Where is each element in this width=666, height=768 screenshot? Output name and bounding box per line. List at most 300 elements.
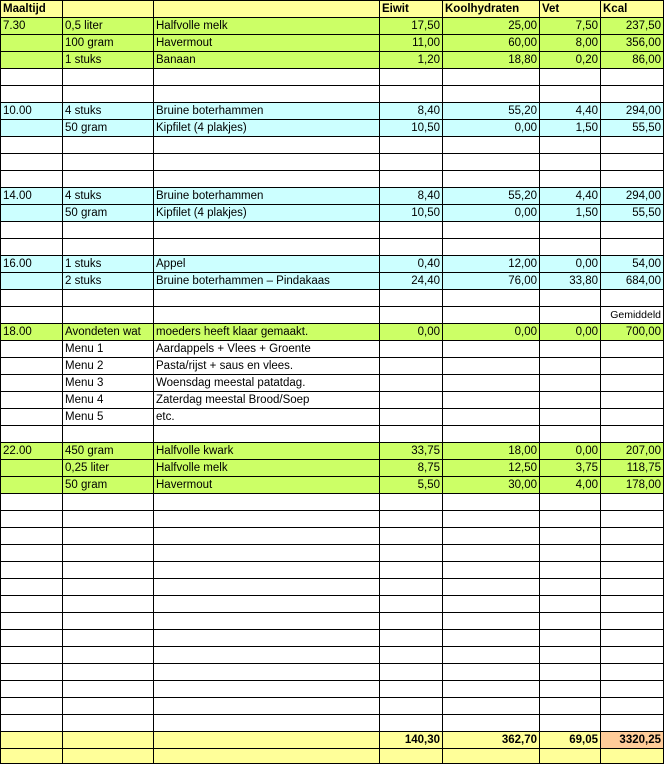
amount-cell[interactable] <box>63 562 154 579</box>
vet-cell[interactable] <box>540 664 601 681</box>
maaltijd-cell[interactable] <box>1 579 63 596</box>
product-cell[interactable] <box>154 69 380 86</box>
product-cell[interactable] <box>154 171 380 188</box>
koolhydraten-cell[interactable] <box>443 647 540 664</box>
product-cell[interactable]: Zaterdag meestal Brood/Soep <box>154 392 380 409</box>
eiwit-cell[interactable] <box>380 681 443 698</box>
amount-cell[interactable] <box>63 69 154 86</box>
maaltijd-cell[interactable] <box>1 477 63 494</box>
vet-cell[interactable] <box>540 290 601 307</box>
product-cell[interactable]: Aardappels + Vlees + Groente <box>154 341 380 358</box>
amount-cell[interactable]: Menu 3 <box>63 375 154 392</box>
koolhydraten-cell[interactable]: 0,00 <box>443 205 540 222</box>
vet-cell[interactable] <box>540 375 601 392</box>
maaltijd-cell[interactable]: 14.00 <box>1 188 63 205</box>
kcal-cell[interactable] <box>601 698 664 715</box>
product-cell[interactable] <box>154 664 380 681</box>
koolhydraten-cell[interactable] <box>443 664 540 681</box>
koolhydraten-cell[interactable] <box>443 239 540 256</box>
koolhydraten-cell[interactable]: 0,00 <box>443 120 540 137</box>
koolhydraten-cell[interactable] <box>443 392 540 409</box>
maaltijd-cell[interactable] <box>1 171 63 188</box>
koolhydraten-cell[interactable] <box>443 698 540 715</box>
amount-cell[interactable] <box>63 647 154 664</box>
maaltijd-cell[interactable] <box>1 715 63 732</box>
kcal-cell[interactable] <box>601 528 664 545</box>
maaltijd-cell[interactable] <box>1 307 63 324</box>
kcal-cell[interactable] <box>601 392 664 409</box>
koolhydraten-cell[interactable] <box>443 222 540 239</box>
product-cell[interactable]: Halfvolle melk <box>154 460 380 477</box>
kcal-cell[interactable]: 54,00 <box>601 256 664 273</box>
product-cell[interactable]: Havermout <box>154 477 380 494</box>
product-cell[interactable]: Bruine boterhammen <box>154 188 380 205</box>
product-cell[interactable] <box>154 545 380 562</box>
amount-cell[interactable] <box>63 579 154 596</box>
vet-cell[interactable] <box>540 494 601 511</box>
eiwit-cell[interactable] <box>380 239 443 256</box>
product-cell[interactable]: Halfvolle kwark <box>154 443 380 460</box>
eiwit-cell[interactable]: 140,30 <box>380 732 443 749</box>
product-cell[interactable] <box>154 715 380 732</box>
kcal-cell[interactable] <box>601 290 664 307</box>
eiwit-cell[interactable]: 8,75 <box>380 460 443 477</box>
kcal-cell[interactable] <box>601 86 664 103</box>
koolhydraten-cell[interactable] <box>443 426 540 443</box>
maaltijd-cell[interactable]: 18.00 <box>1 324 63 341</box>
eiwit-cell[interactable] <box>380 494 443 511</box>
product-cell[interactable] <box>154 732 380 749</box>
kcal-cell[interactable]: 178,00 <box>601 477 664 494</box>
vet-cell[interactable]: 1,50 <box>540 205 601 222</box>
product-cell[interactable]: Halfvolle melk <box>154 18 380 35</box>
maaltijd-cell[interactable]: 22.00 <box>1 443 63 460</box>
vet-cell[interactable] <box>540 341 601 358</box>
maaltijd-cell[interactable] <box>1 409 63 426</box>
maaltijd-cell[interactable] <box>1 205 63 222</box>
header-eiwit[interactable]: Eiwit <box>380 1 443 18</box>
kcal-cell[interactable] <box>601 562 664 579</box>
amount-cell[interactable]: Menu 2 <box>63 358 154 375</box>
eiwit-cell[interactable] <box>380 307 443 324</box>
kcal-cell[interactable]: 207,00 <box>601 443 664 460</box>
kcal-cell[interactable]: 356,00 <box>601 35 664 52</box>
kcal-cell[interactable] <box>601 375 664 392</box>
product-cell[interactable] <box>154 647 380 664</box>
eiwit-cell[interactable] <box>380 137 443 154</box>
product-cell[interactable] <box>154 749 380 764</box>
eiwit-cell[interactable]: 24,40 <box>380 273 443 290</box>
maaltijd-cell[interactable] <box>1 358 63 375</box>
kcal-cell[interactable] <box>601 715 664 732</box>
vet-cell[interactable] <box>540 392 601 409</box>
product-cell[interactable] <box>154 579 380 596</box>
vet-cell[interactable] <box>540 630 601 647</box>
amount-cell[interactable] <box>63 511 154 528</box>
kcal-cell[interactable]: 118,75 <box>601 460 664 477</box>
amount-cell[interactable] <box>63 698 154 715</box>
kcal-cell[interactable] <box>601 494 664 511</box>
amount-cell[interactable] <box>63 732 154 749</box>
koolhydraten-cell[interactable] <box>443 545 540 562</box>
eiwit-cell[interactable] <box>380 154 443 171</box>
kcal-cell[interactable] <box>601 409 664 426</box>
amount-cell[interactable]: 100 gram <box>63 35 154 52</box>
maaltijd-cell[interactable] <box>1 341 63 358</box>
vet-cell[interactable]: 33,80 <box>540 273 601 290</box>
product-cell[interactable]: Bruine boterhammen <box>154 103 380 120</box>
amount-cell[interactable]: 0,5 liter <box>63 18 154 35</box>
koolhydraten-cell[interactable] <box>443 613 540 630</box>
kcal-cell[interactable]: 684,00 <box>601 273 664 290</box>
vet-cell[interactable] <box>540 171 601 188</box>
koolhydraten-cell[interactable] <box>443 341 540 358</box>
eiwit-cell[interactable] <box>380 392 443 409</box>
vet-cell[interactable] <box>540 511 601 528</box>
amount-cell[interactable]: 50 gram <box>63 205 154 222</box>
vet-cell[interactable]: 3,75 <box>540 460 601 477</box>
vet-cell[interactable] <box>540 647 601 664</box>
maaltijd-cell[interactable] <box>1 732 63 749</box>
koolhydraten-cell[interactable]: 18,80 <box>443 52 540 69</box>
product-cell[interactable]: Woensdag meestal patatdag. <box>154 375 380 392</box>
eiwit-cell[interactable]: 10,50 <box>380 205 443 222</box>
amount-cell[interactable] <box>63 528 154 545</box>
amount-cell[interactable]: 50 gram <box>63 120 154 137</box>
amount-cell[interactable] <box>63 545 154 562</box>
eiwit-cell[interactable] <box>380 613 443 630</box>
vet-cell[interactable] <box>540 681 601 698</box>
maaltijd-cell[interactable] <box>1 494 63 511</box>
maaltijd-cell[interactable] <box>1 664 63 681</box>
amount-cell[interactable]: 0,25 liter <box>63 460 154 477</box>
amount-cell[interactable] <box>63 171 154 188</box>
maaltijd-cell[interactable] <box>1 630 63 647</box>
eiwit-cell[interactable] <box>380 341 443 358</box>
amount-cell[interactable] <box>63 426 154 443</box>
kcal-cell[interactable]: 237,50 <box>601 18 664 35</box>
amount-cell[interactable] <box>63 137 154 154</box>
maaltijd-cell[interactable] <box>1 239 63 256</box>
eiwit-cell[interactable] <box>380 664 443 681</box>
eiwit-cell[interactable] <box>380 409 443 426</box>
kcal-cell[interactable]: 55,50 <box>601 205 664 222</box>
amount-cell[interactable] <box>63 86 154 103</box>
product-cell[interactable] <box>154 137 380 154</box>
eiwit-cell[interactable]: 1,20 <box>380 52 443 69</box>
koolhydraten-cell[interactable] <box>443 137 540 154</box>
kcal-cell[interactable] <box>601 613 664 630</box>
eiwit-cell[interactable] <box>380 596 443 613</box>
eiwit-cell[interactable]: 0,00 <box>380 324 443 341</box>
vet-cell[interactable] <box>540 137 601 154</box>
maaltijd-cell[interactable] <box>1 273 63 290</box>
kcal-cell[interactable]: Gemiddeld <box>601 307 664 324</box>
amount-cell[interactable]: 1 stuks <box>63 256 154 273</box>
koolhydraten-cell[interactable] <box>443 511 540 528</box>
product-cell[interactable] <box>154 562 380 579</box>
kcal-cell[interactable] <box>601 137 664 154</box>
amount-cell[interactable]: Menu 5 <box>63 409 154 426</box>
koolhydraten-cell[interactable] <box>443 409 540 426</box>
vet-cell[interactable] <box>540 69 601 86</box>
product-cell[interactable]: Banaan <box>154 52 380 69</box>
header-koolhydraten[interactable]: Koolhydraten <box>443 1 540 18</box>
maaltijd-cell[interactable] <box>1 86 63 103</box>
koolhydraten-cell[interactable] <box>443 307 540 324</box>
kcal-cell[interactable] <box>601 171 664 188</box>
amount-cell[interactable]: 4 stuks <box>63 103 154 120</box>
kcal-cell[interactable] <box>601 596 664 613</box>
vet-cell[interactable]: 0,00 <box>540 256 601 273</box>
vet-cell[interactable] <box>540 358 601 375</box>
kcal-cell[interactable] <box>601 358 664 375</box>
amount-cell[interactable] <box>63 664 154 681</box>
maaltijd-cell[interactable] <box>1 596 63 613</box>
kcal-cell[interactable] <box>601 426 664 443</box>
maaltijd-cell[interactable] <box>1 69 63 86</box>
amount-cell[interactable] <box>63 290 154 307</box>
eiwit-cell[interactable] <box>380 528 443 545</box>
koolhydraten-cell[interactable] <box>443 749 540 764</box>
amount-cell[interactable] <box>63 494 154 511</box>
product-cell[interactable]: etc. <box>154 409 380 426</box>
eiwit-cell[interactable] <box>380 562 443 579</box>
amount-cell[interactable] <box>63 596 154 613</box>
amount-cell[interactable] <box>63 222 154 239</box>
maaltijd-cell[interactable] <box>1 35 63 52</box>
maaltijd-cell[interactable] <box>1 460 63 477</box>
vet-cell[interactable]: 4,40 <box>540 188 601 205</box>
kcal-cell[interactable] <box>601 681 664 698</box>
maaltijd-cell[interactable] <box>1 154 63 171</box>
koolhydraten-cell[interactable]: 0,00 <box>443 324 540 341</box>
eiwit-cell[interactable]: 8,40 <box>380 188 443 205</box>
amount-cell[interactable] <box>63 630 154 647</box>
maaltijd-cell[interactable]: 7.30 <box>1 18 63 35</box>
product-cell[interactable] <box>154 698 380 715</box>
eiwit-cell[interactable] <box>380 426 443 443</box>
koolhydraten-cell[interactable]: 25,00 <box>443 18 540 35</box>
koolhydraten-cell[interactable] <box>443 562 540 579</box>
product-cell[interactable] <box>154 596 380 613</box>
koolhydraten-cell[interactable]: 76,00 <box>443 273 540 290</box>
vet-cell[interactable] <box>540 545 601 562</box>
eiwit-cell[interactable]: 5,50 <box>380 477 443 494</box>
koolhydraten-cell[interactable] <box>443 171 540 188</box>
amount-cell[interactable] <box>63 749 154 764</box>
maaltijd-cell[interactable] <box>1 52 63 69</box>
product-cell[interactable] <box>154 630 380 647</box>
koolhydraten-cell[interactable] <box>443 715 540 732</box>
maaltijd-cell[interactable] <box>1 426 63 443</box>
eiwit-cell[interactable] <box>380 749 443 764</box>
vet-cell[interactable] <box>540 307 601 324</box>
maaltijd-cell[interactable] <box>1 545 63 562</box>
vet-cell[interactable]: 0,00 <box>540 324 601 341</box>
vet-cell[interactable] <box>540 239 601 256</box>
vet-cell[interactable] <box>540 749 601 764</box>
product-cell[interactable] <box>154 222 380 239</box>
product-cell[interactable]: Appel <box>154 256 380 273</box>
koolhydraten-cell[interactable]: 18,00 <box>443 443 540 460</box>
vet-cell[interactable] <box>540 222 601 239</box>
koolhydraten-cell[interactable]: 55,20 <box>443 188 540 205</box>
vet-cell[interactable]: 4,00 <box>540 477 601 494</box>
amount-cell[interactable]: 2 stuks <box>63 273 154 290</box>
eiwit-cell[interactable]: 17,50 <box>380 18 443 35</box>
maaltijd-cell[interactable] <box>1 222 63 239</box>
eiwit-cell[interactable] <box>380 358 443 375</box>
kcal-cell[interactable]: 55,50 <box>601 120 664 137</box>
eiwit-cell[interactable] <box>380 715 443 732</box>
eiwit-cell[interactable] <box>380 171 443 188</box>
eiwit-cell[interactable] <box>380 698 443 715</box>
amount-cell[interactable]: 4 stuks <box>63 188 154 205</box>
eiwit-cell[interactable] <box>380 290 443 307</box>
eiwit-cell[interactable] <box>380 647 443 664</box>
koolhydraten-cell[interactable] <box>443 630 540 647</box>
kcal-cell[interactable]: 294,00 <box>601 188 664 205</box>
koolhydraten-cell[interactable] <box>443 69 540 86</box>
eiwit-cell[interactable]: 0,40 <box>380 256 443 273</box>
maaltijd-cell[interactable] <box>1 511 63 528</box>
vet-cell[interactable] <box>540 613 601 630</box>
koolhydraten-cell[interactable]: 362,70 <box>443 732 540 749</box>
product-cell[interactable] <box>154 494 380 511</box>
amount-cell[interactable]: Avondeten wat <box>63 324 154 341</box>
eiwit-cell[interactable] <box>380 579 443 596</box>
maaltijd-cell[interactable] <box>1 375 63 392</box>
product-cell[interactable] <box>154 239 380 256</box>
koolhydraten-cell[interactable]: 55,20 <box>443 103 540 120</box>
koolhydraten-cell[interactable] <box>443 681 540 698</box>
product-cell[interactable] <box>154 307 380 324</box>
vet-cell[interactable]: 0,20 <box>540 52 601 69</box>
maaltijd-cell[interactable] <box>1 392 63 409</box>
koolhydraten-cell[interactable] <box>443 596 540 613</box>
amount-cell[interactable]: Menu 4 <box>63 392 154 409</box>
eiwit-cell[interactable] <box>380 86 443 103</box>
amount-cell[interactable]: Menu 1 <box>63 341 154 358</box>
eiwit-cell[interactable] <box>380 545 443 562</box>
maaltijd-cell[interactable] <box>1 120 63 137</box>
product-cell[interactable]: Bruine boterhammen – Pindakaas <box>154 273 380 290</box>
product-cell[interactable] <box>154 511 380 528</box>
kcal-cell[interactable] <box>601 647 664 664</box>
product-cell[interactable]: Havermout <box>154 35 380 52</box>
eiwit-cell[interactable] <box>380 630 443 647</box>
eiwit-cell[interactable]: 10,50 <box>380 120 443 137</box>
vet-cell[interactable] <box>540 426 601 443</box>
amount-cell[interactable] <box>63 681 154 698</box>
kcal-cell[interactable] <box>601 630 664 647</box>
product-cell[interactable] <box>154 86 380 103</box>
koolhydraten-cell[interactable]: 12,50 <box>443 460 540 477</box>
koolhydraten-cell[interactable] <box>443 579 540 596</box>
vet-cell[interactable]: 7,50 <box>540 18 601 35</box>
eiwit-cell[interactable] <box>380 511 443 528</box>
kcal-cell[interactable]: 700,00 <box>601 324 664 341</box>
product-cell[interactable]: Kipfilet (4 plakjes) <box>154 205 380 222</box>
maaltijd-cell[interactable] <box>1 613 63 630</box>
vet-cell[interactable] <box>540 409 601 426</box>
vet-cell[interactable] <box>540 579 601 596</box>
vet-cell[interactable]: 0,00 <box>540 443 601 460</box>
header-vet[interactable]: Vet <box>540 1 601 18</box>
vet-cell[interactable] <box>540 528 601 545</box>
koolhydraten-cell[interactable] <box>443 154 540 171</box>
eiwit-cell[interactable]: 8,40 <box>380 103 443 120</box>
kcal-cell[interactable] <box>601 239 664 256</box>
vet-cell[interactable] <box>540 715 601 732</box>
koolhydraten-cell[interactable]: 30,00 <box>443 477 540 494</box>
maaltijd-cell[interactable] <box>1 698 63 715</box>
maaltijd-cell[interactable] <box>1 562 63 579</box>
amount-cell[interactable] <box>63 154 154 171</box>
eiwit-cell[interactable]: 33,75 <box>380 443 443 460</box>
vet-cell[interactable]: 69,05 <box>540 732 601 749</box>
kcal-cell[interactable] <box>601 579 664 596</box>
maaltijd-cell[interactable]: 16.00 <box>1 256 63 273</box>
product-cell[interactable]: moeders heeft klaar gemaakt. <box>154 324 380 341</box>
kcal-cell[interactable] <box>601 545 664 562</box>
vet-cell[interactable] <box>540 86 601 103</box>
maaltijd-cell[interactable] <box>1 290 63 307</box>
eiwit-cell[interactable] <box>380 69 443 86</box>
kcal-cell[interactable] <box>601 341 664 358</box>
header-amount[interactable] <box>63 1 154 18</box>
maaltijd-cell[interactable] <box>1 647 63 664</box>
header-kcal[interactable]: Kcal <box>601 1 664 18</box>
vet-cell[interactable] <box>540 698 601 715</box>
product-cell[interactable] <box>154 681 380 698</box>
product-cell[interactable] <box>154 613 380 630</box>
kcal-cell[interactable] <box>601 69 664 86</box>
maaltijd-cell[interactable] <box>1 137 63 154</box>
kcal-cell[interactable]: 86,00 <box>601 52 664 69</box>
koolhydraten-cell[interactable] <box>443 358 540 375</box>
kcal-cell[interactable]: 3320,25 <box>601 732 664 749</box>
maaltijd-cell[interactable] <box>1 681 63 698</box>
product-cell[interactable] <box>154 528 380 545</box>
koolhydraten-cell[interactable] <box>443 528 540 545</box>
kcal-cell[interactable] <box>601 222 664 239</box>
koolhydraten-cell[interactable] <box>443 494 540 511</box>
kcal-cell[interactable] <box>601 154 664 171</box>
vet-cell[interactable]: 4,40 <box>540 103 601 120</box>
amount-cell[interactable] <box>63 239 154 256</box>
amount-cell[interactable]: 450 gram <box>63 443 154 460</box>
eiwit-cell[interactable] <box>380 375 443 392</box>
eiwit-cell[interactable] <box>380 222 443 239</box>
product-cell[interactable] <box>154 154 380 171</box>
kcal-cell[interactable]: 294,00 <box>601 103 664 120</box>
amount-cell[interactable] <box>63 307 154 324</box>
product-cell[interactable]: Pasta/rijst + saus en vlees. <box>154 358 380 375</box>
koolhydraten-cell[interactable]: 12,00 <box>443 256 540 273</box>
header-product[interactable] <box>154 1 380 18</box>
vet-cell[interactable]: 8,00 <box>540 35 601 52</box>
product-cell[interactable]: Kipfilet (4 plakjes) <box>154 120 380 137</box>
amount-cell[interactable] <box>63 613 154 630</box>
product-cell[interactable] <box>154 290 380 307</box>
maaltijd-cell[interactable]: 10.00 <box>1 103 63 120</box>
koolhydraten-cell[interactable]: 60,00 <box>443 35 540 52</box>
amount-cell[interactable] <box>63 715 154 732</box>
amount-cell[interactable]: 50 gram <box>63 477 154 494</box>
maaltijd-cell[interactable] <box>1 528 63 545</box>
